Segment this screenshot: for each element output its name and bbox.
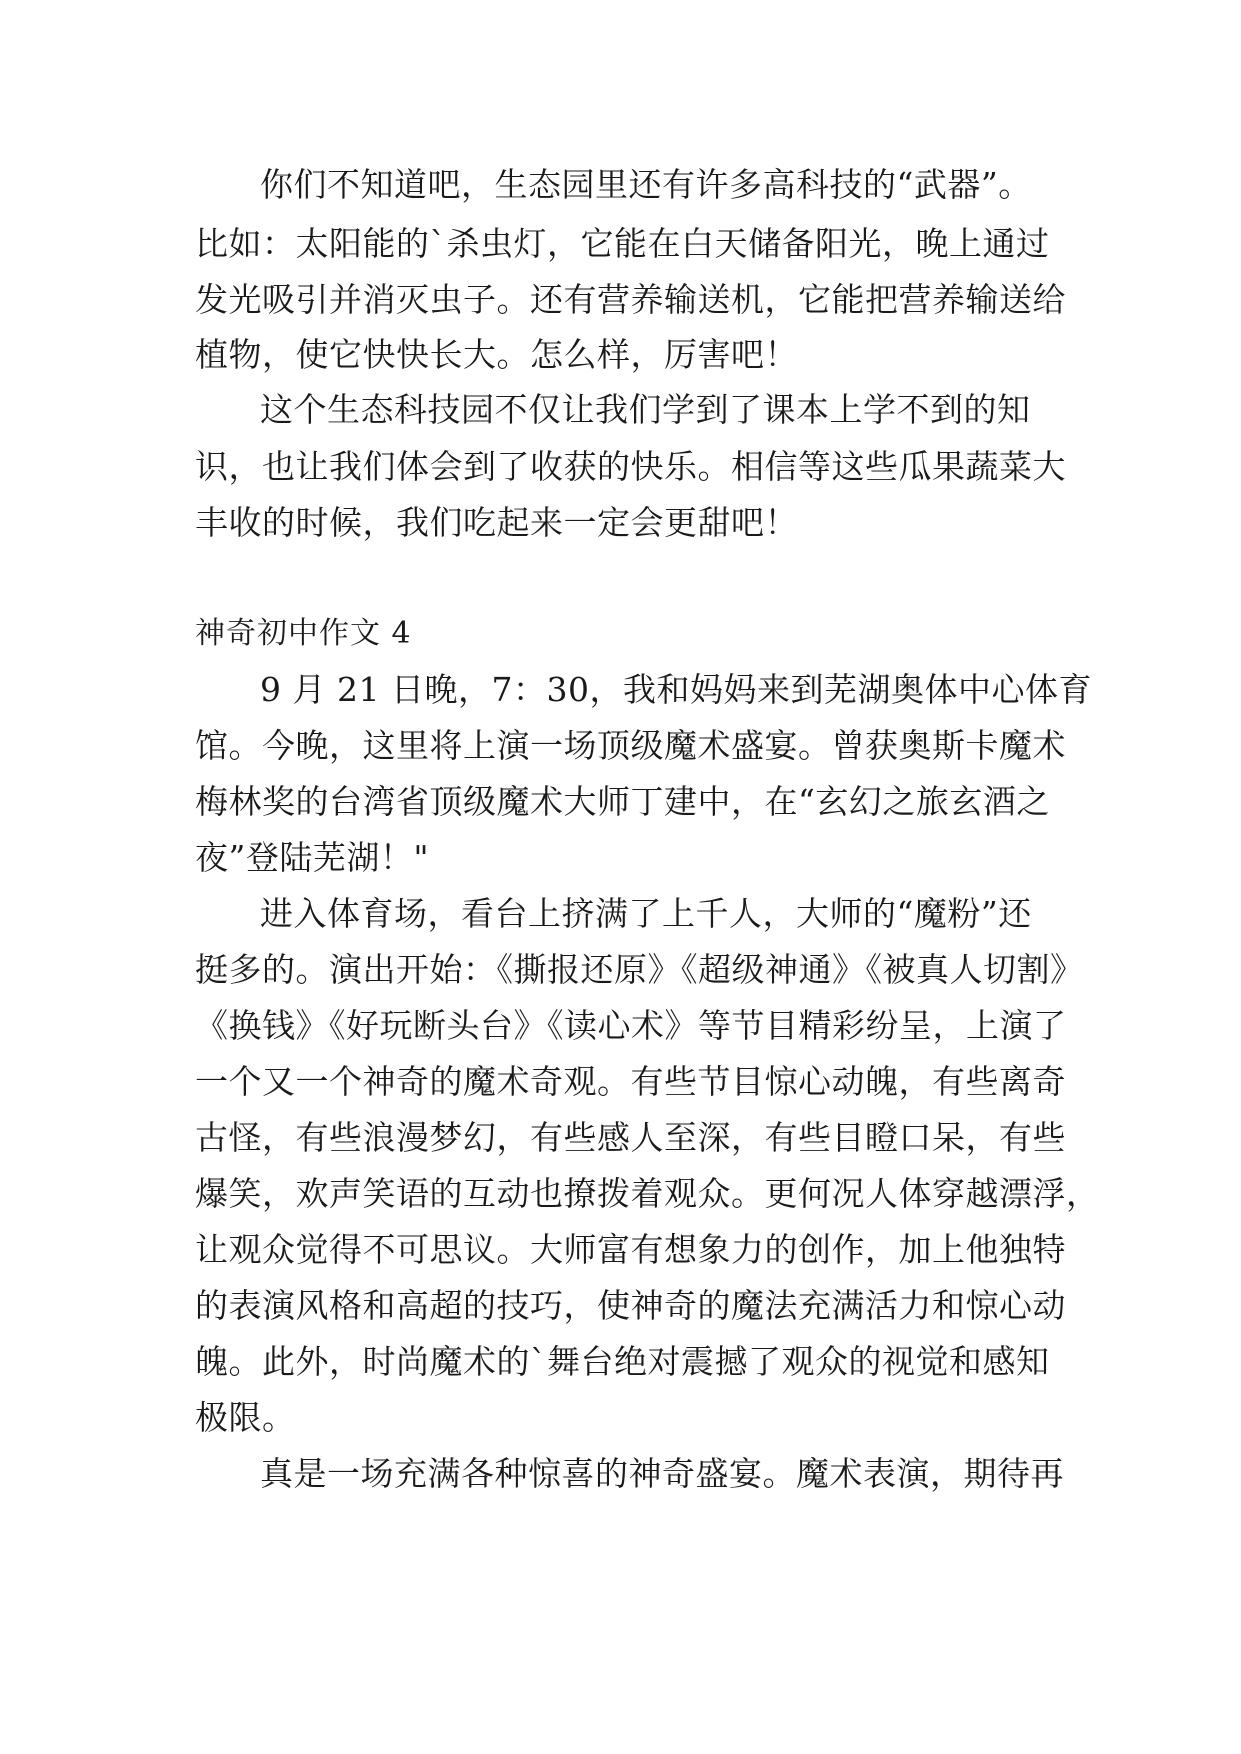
paragraph-4-line-2: 挺多的。演出开始：《撕报还原》《超级神通》《被真人切割》	[195, 950, 1084, 989]
paragraph-1-line-4: 植物，使它快快长大。怎么样，厉害吧！	[195, 335, 798, 374]
paragraph-2-line-2: 识，也让我们体会到了收获的快乐。相信等这些瓜果蔬菜大	[195, 447, 1066, 486]
paragraph-3-line-1: 9 月 21 日晚，7：30，我和妈妈来到芜湖奥体中心体育	[260, 670, 1092, 709]
paragraph-4-line-8: 的表演风格和高超的技巧，使神奇的魔法充满活力和惊心动	[195, 1286, 1066, 1325]
paragraph-4-line-1: 进入体育场，看台上挤满了上千人，大师的“魔粉”还	[260, 894, 1032, 933]
paragraph-4-line-4: 一个又一个神奇的魔术奇观。有些节目惊心动魄，有些离奇	[195, 1062, 1066, 1101]
paragraph-4-line-10: 极限。	[195, 1398, 296, 1437]
paragraph-3-line-2: 馆。今晚，这里将上演一场顶级魔术盛宴。曾获奥斯卡魔术	[195, 726, 1066, 765]
paragraph-4-line-7: 让观众觉得不可思议。大师富有想象力的创作，加上他独特	[195, 1230, 1066, 1269]
paragraph-4-line-3: 《换钱》《好玩断头台》《读心术》等节目精彩纷呈，上演了	[195, 1006, 1067, 1045]
paragraph-2-line-1: 这个生态科技园不仅让我们学到了课本上学不到的知	[260, 390, 1031, 429]
paragraph-2-line-3: 丰收的时候，我们吃起来一定会更甜吧！	[195, 503, 798, 542]
paragraph-3-line-3: 梅林奖的台湾省顶级魔术大师丁建中，在“玄幻之旅玄酒之	[195, 782, 1050, 821]
paragraph-4-line-6: 爆笑，欢声笑语的互动也撩拨着观众。更何况人体穿越漂浮，	[195, 1174, 1100, 1213]
paragraph-3-line-4: 夜”登陆芜湖！"	[195, 838, 430, 877]
section-title: 神奇初中作文 4	[195, 616, 412, 651]
paragraph-4-line-9: 魄。此外，时尚魔术的`舞台绝对震撼了观众的视觉和感知	[195, 1342, 1050, 1381]
paragraph-1-line-1: 你们不知道吧，生态园里还有许多高科技的“武器”。	[260, 165, 1032, 204]
paragraph-1-line-2: 比如：太阳能的`杀虫灯，它能在白天储备阳光，晚上通过	[195, 224, 1050, 263]
paragraph-5-line-1: 真是一场充满各种惊喜的神奇盛宴。魔术表演，期待再	[260, 1454, 1064, 1493]
paragraph-4-line-5: 古怪，有些浪漫梦幻，有些感人至深，有些目瞪口呆，有些	[195, 1118, 1066, 1157]
paragraph-1-line-3: 发光吸引并消灭虫子。还有营养输送机，它能把营养输送给	[195, 280, 1066, 319]
